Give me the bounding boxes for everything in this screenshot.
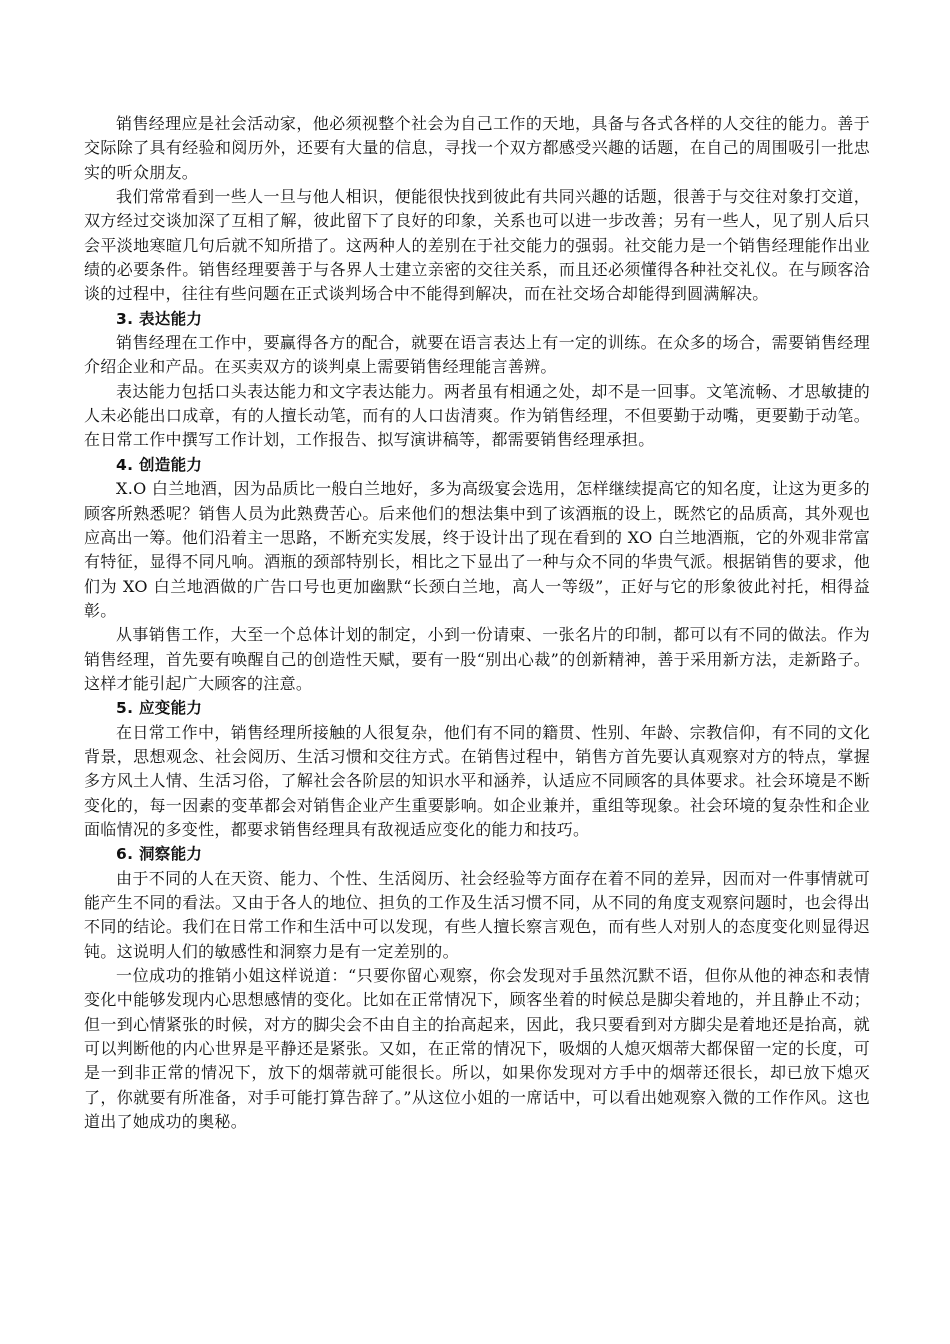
paragraph: 销售经理在工作中，要赢得各方的配合，就要在语言表达上有一定的训练。在众多的场合，需要销售经理介绍企业和产品。在买卖双方的谈判桌上需要销售经理能言善辨。 (84, 333, 870, 377)
paragraph: X.O 白兰地酒，因为品质比一般白兰地好，多为高级宴会选用，怎样继续提高它的知名度，让这为更多的顾客所熟悉呢？销售人员为此熟费苦心。后来他们的想法集中到了该酒瓶的设上，既然它的品质高，其外观也应高出一筹。他们沿着主一思路，不断充实发展，终于设计出了现在看到的 XO 白兰地酒瓶，它的外观非常富有特征，显得不同凡响。酒瓶的颈部特别长，相比之下显出了一种与众不同的华贵气派。根据销售的要求，他们为 XO 白兰地酒做的广告口号也更加幽默“长颈白兰地，高人一等级”，正好与它的形象彼此衬托，相得益彰。 (84, 479, 870, 620)
section-heading: 5. 应变能力 (116, 699, 203, 718)
paragraph: 我们常常看到一些人一旦与他人相识，便能很快找到彼此有共同兴趣的话题，很善于与交往对象打交道，双方经过交谈加深了互相了解，彼此留下了良好的印象，关系也可以进一步改善；另有一些人，见了别人后只会平淡地寒暄几句后就不知所措了。这两种人的差别在于社交能力的强弱。社交能力是一个销售经理能作出业绩的必要条件。销售经理要善于与各界人士建立亲密的交往关系，而且还必须懂得各种社交礼仪。在与顾客洽谈的过程中，往往有些问题在正式谈判场合中不能得到解决，而在社交场合却能得到圆满解决。 (84, 187, 870, 304)
section-heading: 3. 表达能力 (116, 309, 203, 328)
section-heading: 6. 洞察能力 (116, 845, 203, 864)
section-heading: 4. 创造能力 (116, 455, 203, 474)
paragraph: 在日常工作中，销售经理所接触的人很复杂，他们有不同的籍贯、性别、年龄、宗教信仰，有不同的文化背景，思想观念、社会阅历、生活习惯和交往方式。在销售过程中，销售方首先要认真观察对方的特点，掌握多方风土人情、生活习俗，了解社会各阶层的知识水平和涵养，认适应不同顾客的具体要求。社会环境是不断变化的，每一因素的变革都会对销售企业产生重要影响。如企业兼并，重组等现象。社会环境的复杂性和企业面临情况的多变性，都要求销售经理具有敌视适应变化的能力和技巧。 (84, 722, 870, 839)
paragraph: 从事销售工作，大至一个总体计划的制定，小到一份请柬、一张名片的印制，都可以有不同的做法。作为销售经理，首先要有唤醒自己的创造性天赋，要有一股“别出心裁”的创新精神，善于采用新方法，走新路子。这样才能引起广大顾客的注意。 (84, 625, 870, 693)
document-page (84, 112, 870, 1134)
paragraph: 销售经理应是社会活动家，他必须视整个社会为自己工作的天地，具备与各式各样的人交往的能力。善于交际除了具有经验和阅历外，还要有大量的信息，寻找一个双方都感受兴趣的话题，在自己的周围吸引一批忠实的听众朋友。 (84, 114, 870, 182)
paragraph: 一位成功的推销小姐这样说道：“只要你留心观察，你会发现对手虽然沉默不语，但你从他的神态和表情变化中能够发现内心思想感情的变化。比如在正常情况下，顾客坐着的时候总是脚尖着地的，并且静止不动；但一到心情紧张的时候，对方的脚尖会不由自主的抬高起来，因此，我只要看到对方脚尖是着地还是抬高，就可以判断他的内心世界是平静还是紧张。又如，在正常的情况下，吸烟的人熄灭烟蒂大都保留一定的长度，可是一到非正常的情况下，放下的烟蒂就可能很长。所以，如果你发现对方手中的烟蒂还很长，却已放下熄灭了，你就要有所准备，对手可能打算告辞了。”从这位小姐的一席话中，可以看出她观察入微的工作作风。这也道出了她成功的奥秘。 (84, 966, 870, 1132)
paragraph: 表达能力包括口头表达能力和文字表达能力。两者虽有相通之处，却不是一回事。文笔流畅、才思敏捷的人未必能出口成章，有的人擅长动笔，而有的人口齿清爽。作为销售经理，不但要勤于动嘴，更要勤于动笔。在日常工作中撰写工作计划，工作报告、拟写演讲稿等，都需要销售经理承担。 (84, 381, 870, 450)
paragraph: 由于不同的人在天资、能力、个性、生活阅历、社会经验等方面存在着不同的差异，因而对一件事情就可能产生不同的看法。又由于各人的地位、担负的工作及生活习惯不同，从不同的角度支观察问题时，也会得出不同的结论。我们在日常工作和生活中可以发现，有些人擅长察言观色，而有些人对别人的态度变化则显得迟钝。这说明人们的敏感性和洞察力是有一定差别的。 (84, 868, 870, 961)
